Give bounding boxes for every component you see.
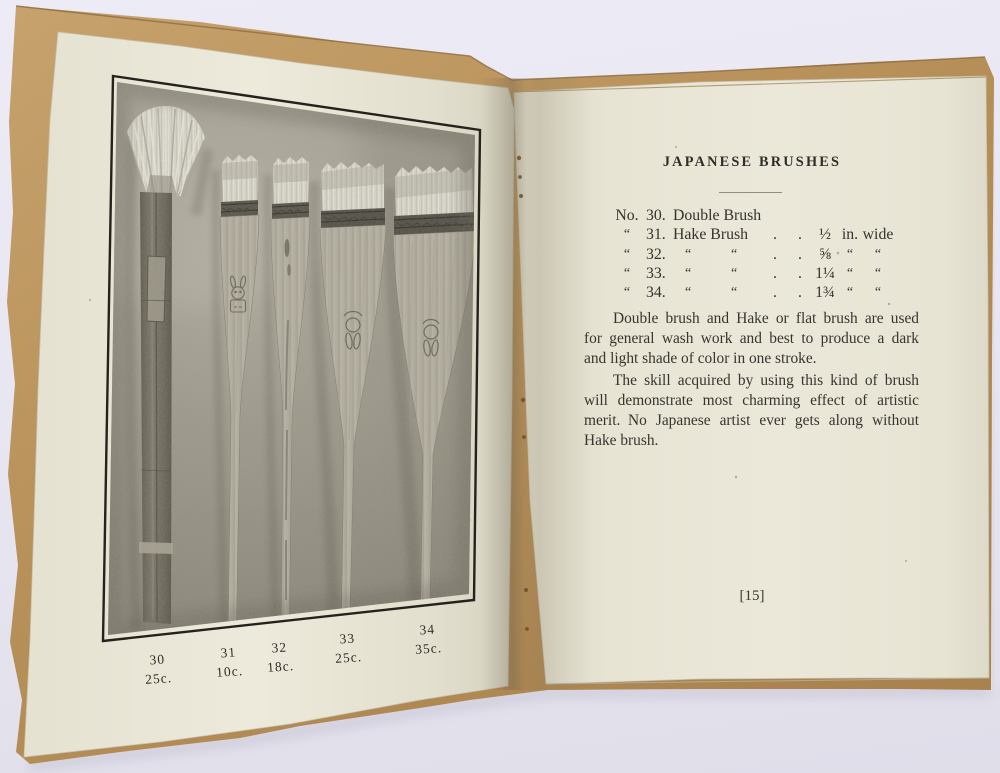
list-row xyxy=(608,264,908,283)
plate-caption-32 xyxy=(249,637,311,678)
list-wide: wide xyxy=(862,226,894,244)
page-title: JAPANESE BRUSHES xyxy=(662,154,842,170)
list-unit: “ xyxy=(846,246,854,262)
brush-number: 33 xyxy=(339,630,356,647)
list-no: “ xyxy=(623,285,631,301)
brush-number: 34 xyxy=(419,621,436,638)
page-number: [15] xyxy=(739,588,765,604)
paragraph-line: The skill acquired by using this kind of brush xyxy=(613,372,919,389)
paragraph-line: Hake brush. xyxy=(584,432,659,449)
list-no: No. xyxy=(615,207,639,224)
list-name: Double Brush xyxy=(673,207,762,224)
brush-number: 30 xyxy=(149,651,166,668)
list-name: “ “ xyxy=(685,246,738,262)
leader-dot: . xyxy=(773,264,777,282)
brush-price: 35c. xyxy=(414,639,443,657)
brush-price: 18c. xyxy=(266,657,295,675)
plate-caption-30 xyxy=(127,649,189,690)
list-unit xyxy=(839,206,861,225)
list-size: ½ xyxy=(819,226,831,244)
leader-dot: . xyxy=(798,264,802,282)
list-row xyxy=(608,206,908,225)
leader-dot: . xyxy=(798,245,802,263)
list-name: “ “ xyxy=(685,285,738,301)
paragraph-line: and light shade of color in one stroke. xyxy=(584,350,817,367)
list-num: 32. xyxy=(646,245,666,263)
leader-dot xyxy=(789,206,811,225)
paragraph-line: for general wash work and best to produce a dark xyxy=(584,330,919,347)
brush-price: 10c. xyxy=(215,662,244,680)
paragraph-line: merit. No Japanese artist ever gets along without xyxy=(584,412,919,429)
leader-dot: . xyxy=(773,245,777,263)
brush-price-list xyxy=(608,206,908,302)
list-wide xyxy=(861,206,895,225)
list-row xyxy=(608,225,908,244)
list-num: 33. xyxy=(646,264,666,282)
list-unit: “ xyxy=(846,265,854,281)
leader-dot: . xyxy=(773,226,777,244)
list-wide: “ xyxy=(874,285,882,301)
list-size: ⅝ xyxy=(819,245,831,263)
leader-dot: . xyxy=(798,284,802,302)
brush-price: 25c. xyxy=(144,669,173,687)
brush-price: 25c. xyxy=(334,648,363,666)
list-wide: “ xyxy=(874,246,882,262)
paragraph-line: will demonstrate most charming effect of artistic xyxy=(584,392,919,409)
list-no: “ xyxy=(623,265,631,281)
brush-number: 31 xyxy=(220,644,237,661)
list-no: “ xyxy=(623,227,631,243)
list-size xyxy=(811,206,839,225)
list-num: 31. xyxy=(646,226,666,244)
list-size: 1¼ xyxy=(815,264,835,282)
list-row xyxy=(608,283,908,302)
plate-caption-33 xyxy=(317,628,379,669)
list-num: 34. xyxy=(646,284,666,302)
list-num: 30. xyxy=(646,207,666,224)
leader-dot: . xyxy=(798,226,802,244)
leader-dot: . xyxy=(773,284,777,302)
list-name: Hake Brush xyxy=(673,226,749,244)
list-name: “ “ xyxy=(685,265,738,281)
paragraph-line: Double brush and Hake or flat brush are used xyxy=(613,310,919,327)
brush-number: 32 xyxy=(271,639,288,656)
list-no: “ xyxy=(623,246,631,262)
title-rule xyxy=(719,192,782,193)
plate-caption-34 xyxy=(397,619,459,660)
list-size: 1¾ xyxy=(815,284,835,302)
list-wide: “ xyxy=(874,265,882,281)
list-row xyxy=(608,245,908,264)
body-text xyxy=(584,309,919,451)
list-unit: in. xyxy=(841,226,859,244)
leader-dot xyxy=(761,206,789,225)
list-unit: “ xyxy=(846,285,854,301)
